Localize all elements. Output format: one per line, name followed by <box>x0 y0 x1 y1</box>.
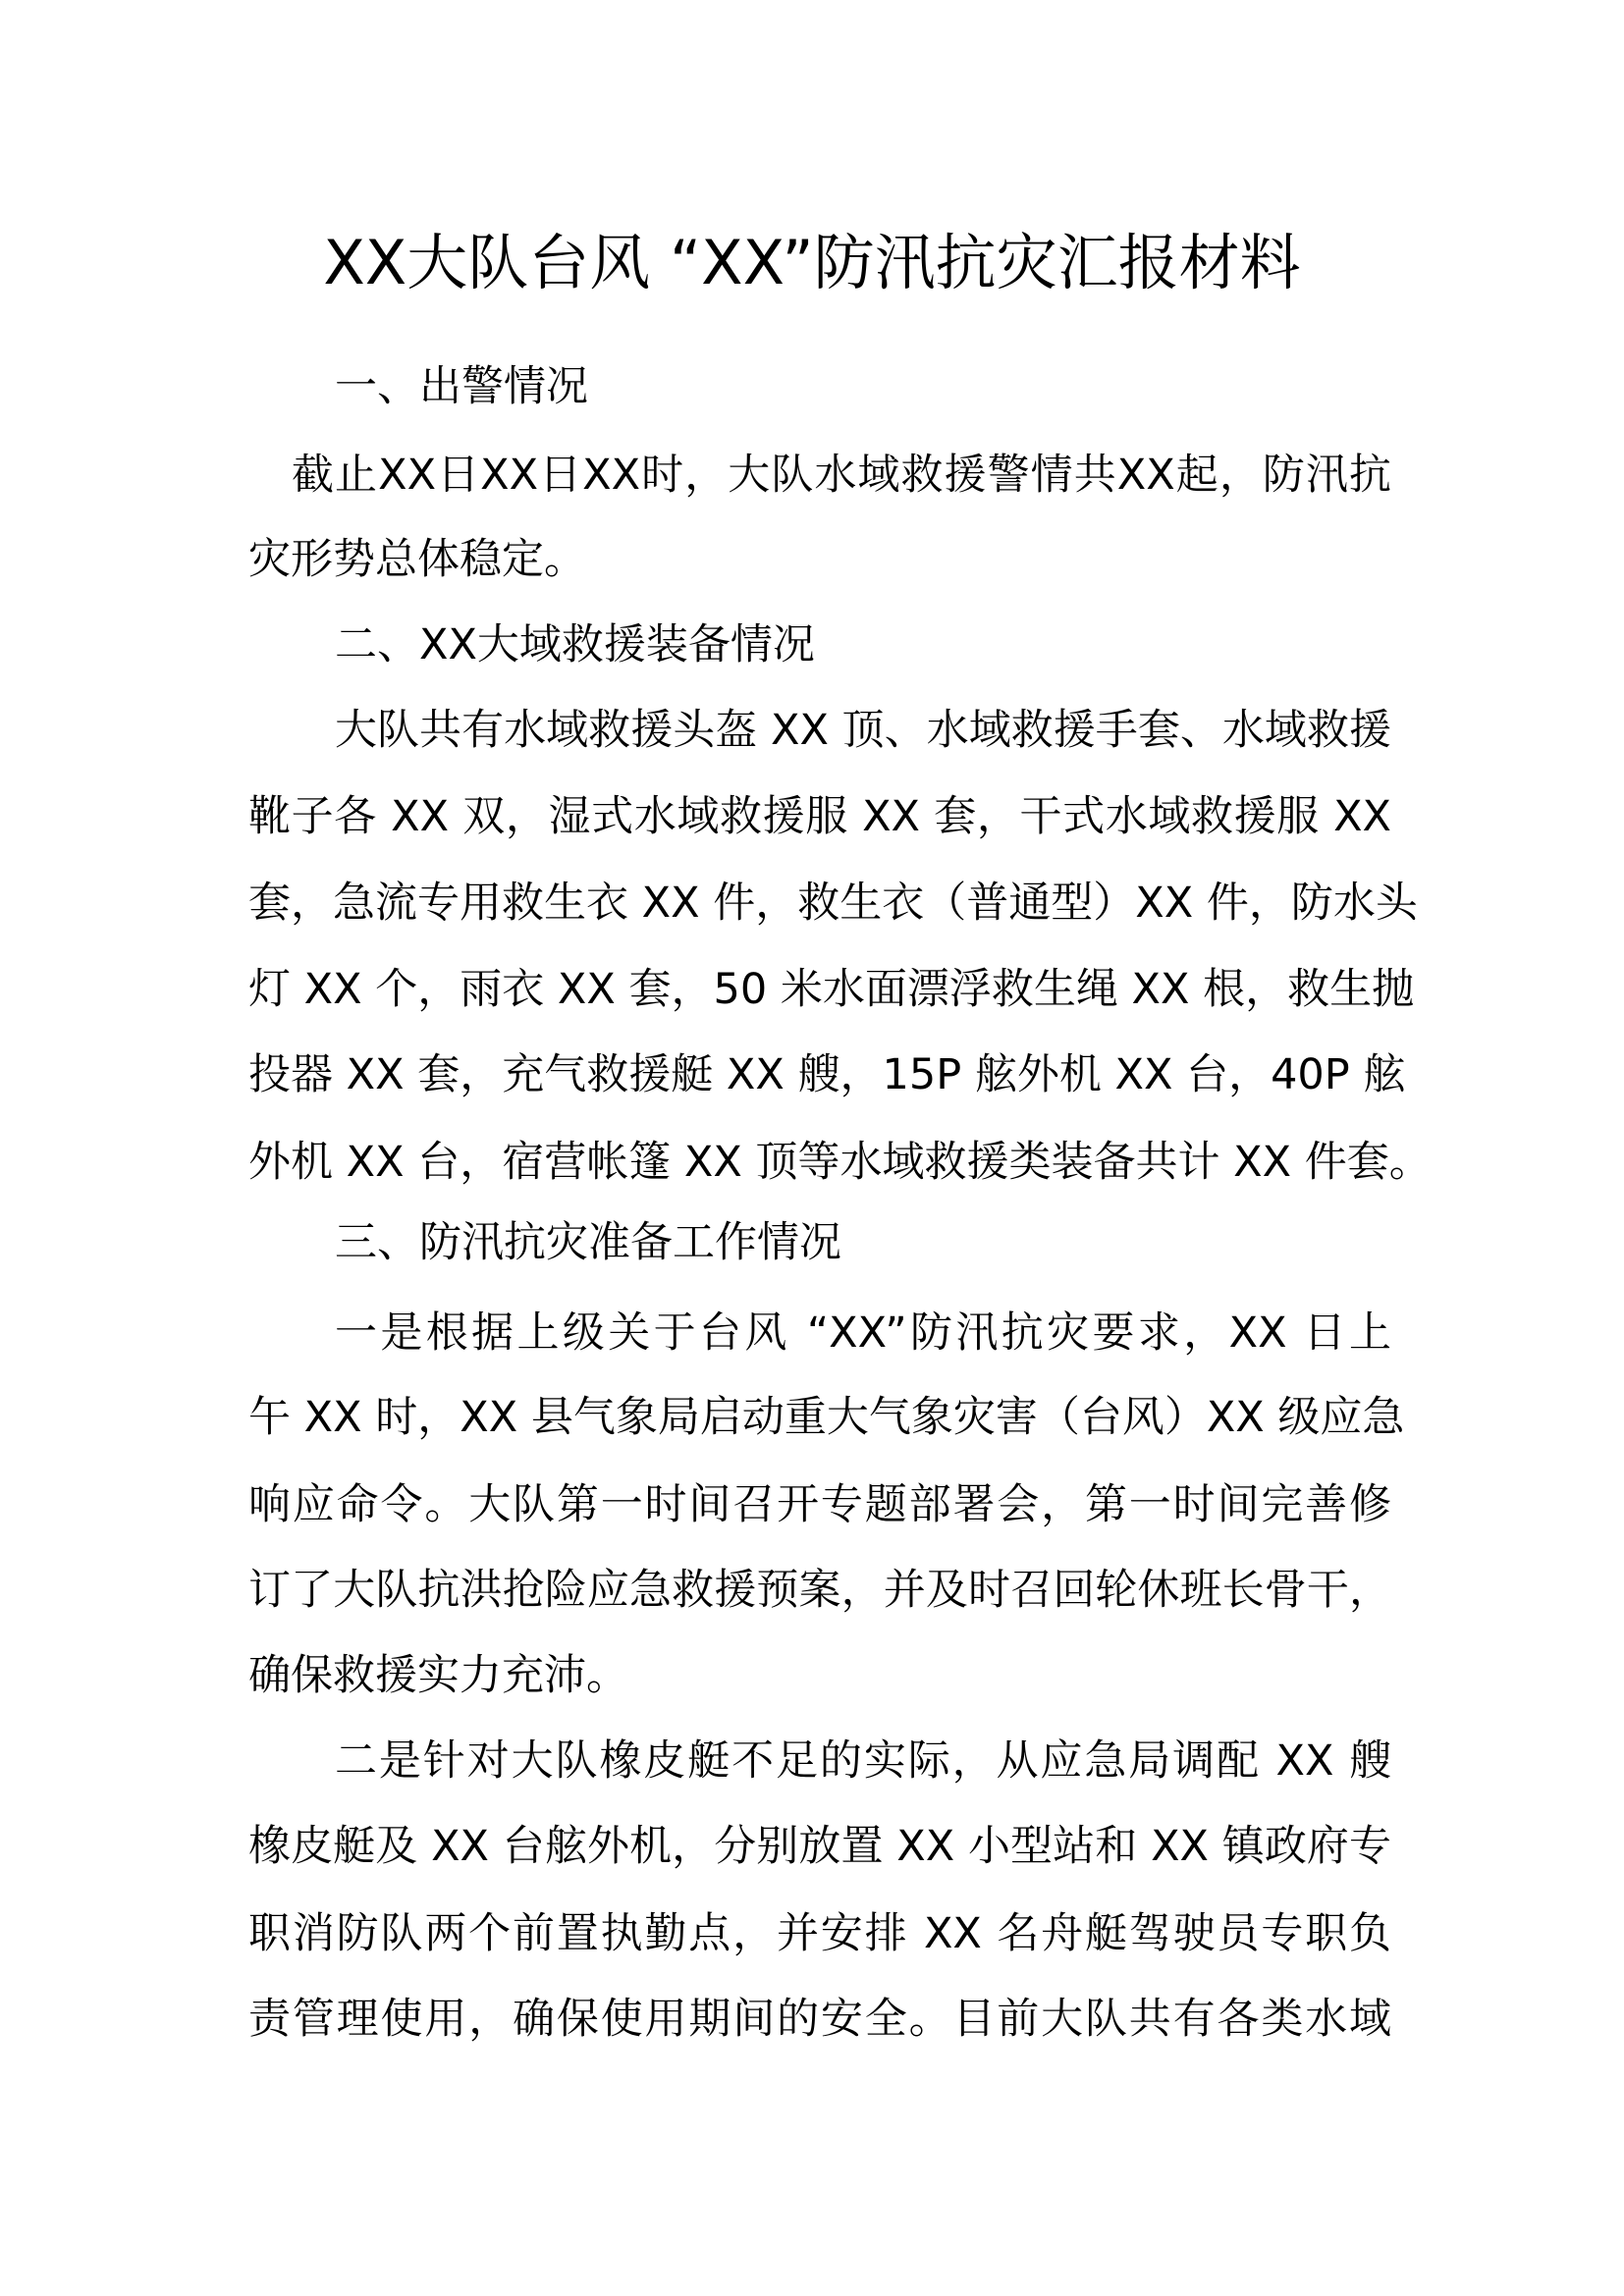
document-title: XX大队台风 “XX”防汛抗灾汇报材料 <box>323 227 1301 298</box>
section-heading-2: 二、XX大域救援装备情况 <box>335 620 815 669</box>
paragraph-line: 大队共有水域救援头盔 XX 顶、水域救援手套、水域救援 <box>335 706 1391 755</box>
paragraph-line: 套，急流专用救生衣 XX 件，救生衣（普通型）XX 件，防水头 <box>248 879 1418 928</box>
paragraph-line: 灯 XX 个，雨衣 XX 套，50 米水面漂浮救生绳 XX 根，救生抛 <box>248 965 1415 1014</box>
paragraph-line: 橡皮艇及 XX 台舷外机，分别放置 XX 小型站和 XX 镇政府专 <box>248 1822 1391 1871</box>
paragraph-line: 二是针对大队橡皮艇不足的实际，从应急局调配 XX 艘 <box>335 1736 1391 1786</box>
paragraph-line: 靴子各 XX 双，湿式水域救援服 XX 套，干式水域救援服 XX <box>248 792 1391 841</box>
paragraph-line: 确保救援实力充沛。 <box>248 1651 628 1700</box>
section-heading-1: 一、出警情况 <box>335 362 588 411</box>
paragraph-line: 责管理使用，确保使用期间的安全。目前大队共有各类水域 <box>248 1995 1391 2044</box>
paragraph-line: 灾形势总体稳定。 <box>248 535 586 584</box>
paragraph-line: 响应命令。大队第一时间召开专题部署会，第一时间完善修 <box>248 1480 1391 1529</box>
paragraph-line: 投器 XX 套，充气救援艇 XX 艘，15P 舷外机 XX 台，40P 舷 <box>248 1050 1406 1099</box>
paragraph-line: 截止XX日XX日XX时，大队水域救援警情共XX起，防汛抗 <box>292 451 1391 500</box>
paragraph-line: 订了大队抗洪抢险应急救援预案，并及时召回轮休班长骨干， <box>248 1566 1391 1615</box>
paragraph-line: 一是根据上级关于台风 “XX”防汛抗灾要求，XX 日上 <box>335 1308 1391 1358</box>
paragraph-line: 外机 XX 台，宿营帐篷 XX 顶等水域救援类装备共计 XX 件套。 <box>248 1138 1432 1187</box>
paragraph-line: 职消防队两个前置执勤点，并安排 XX 名舟艇驾驶员专职负 <box>248 1909 1391 1958</box>
section-heading-3: 三、防汛抗灾准备工作情况 <box>335 1218 841 1267</box>
paragraph-line: 午 XX 时，XX 县气象局启动重大气象灾害（台风）XX 级应急 <box>248 1393 1405 1442</box>
